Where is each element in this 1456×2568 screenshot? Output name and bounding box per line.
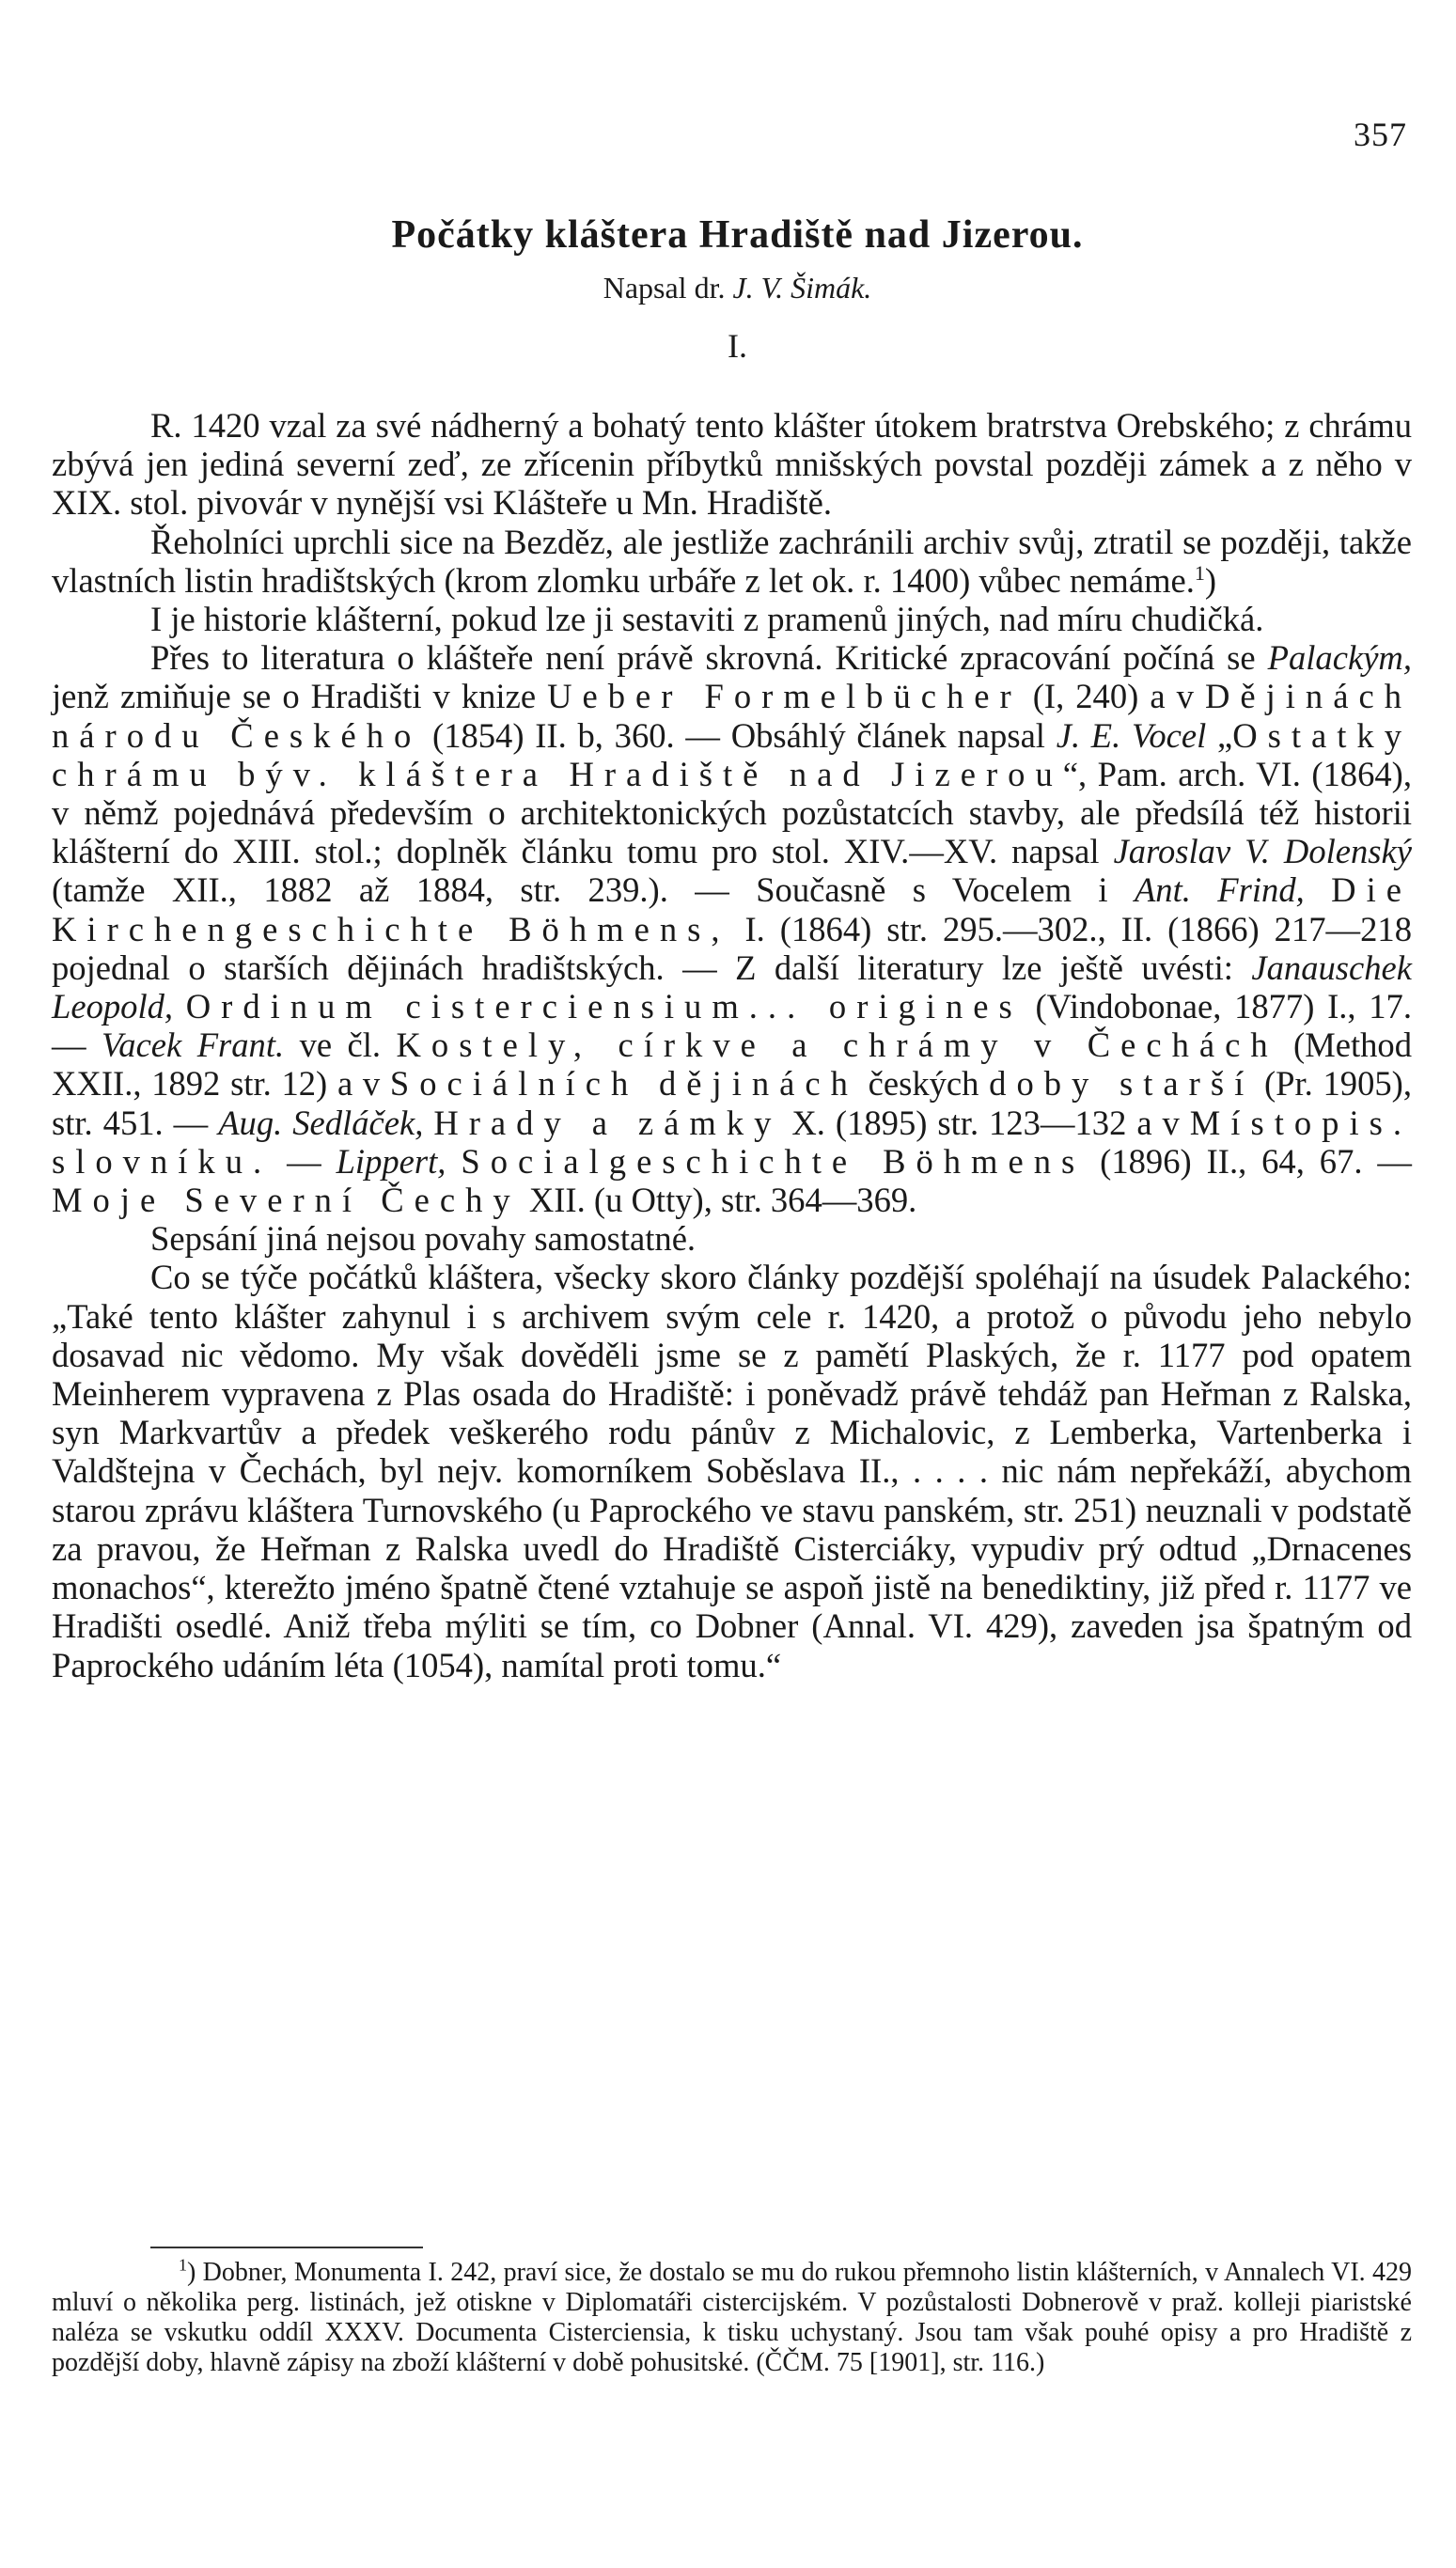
text-run: (Vindobonae, 1877) I., 17. — — [52, 987, 1412, 1065]
italic-name: Vacek Frant. — [102, 1026, 285, 1065]
page-number: 357 — [1354, 116, 1407, 153]
article-body — [52, 406, 1412, 1684]
spaced-title: Ordinum cisterciensium... origines — [185, 987, 1023, 1026]
footnote — [52, 2255, 1412, 2378]
text-run: (1854) II. b, 360. — Obsáhlý článek napsal — [421, 715, 1057, 755]
body-paragraph — [52, 638, 1412, 1219]
text-run: “, Pam. arch. VI. (1864), v němž pojednává především o architektonických pozůstatcích stavby, ale předsílá též historii klášterní do XIII. stol.; doplněk článku tomu pro stol. XIV.—XV. napsal — [52, 754, 1412, 871]
italic-name: Lippert, — [336, 1141, 446, 1181]
body-paragraph — [52, 523, 1412, 600]
italic-name: J. E. Vocel — [1056, 715, 1207, 755]
italic-name: Aug. Sedláček, — [218, 1103, 424, 1142]
spaced-title: Místopis. slovníku. — [52, 1103, 1412, 1181]
article-header — [0, 212, 1456, 366]
article-title: Počátky kláštera Hradiště nad Jizerou. — [391, 213, 1084, 257]
italic-name: Palackým, — [1267, 638, 1412, 678]
spaced-title: Ostatky chrámu býv. kláštera Hradiště nad Jizerou — [52, 715, 1413, 793]
text-run — [446, 1142, 461, 1181]
spaced-title: Moje Severní Čechy — [52, 1181, 521, 1220]
text-run: českých — [857, 1064, 990, 1104]
spaced-title: Socialgeschichte Böhmens — [461, 1141, 1086, 1181]
footnote-reference: 1 — [1194, 560, 1205, 585]
spaced-title: Dějinách národu Českého — [52, 677, 1412, 755]
text-run: X. (1895) str. 123—132 a v — [781, 1103, 1190, 1142]
body-paragraph — [52, 406, 1412, 523]
text-run: R. 1420 vzal za své nádherný a bohatý tento klášter útokem bratrstva Orebského; z chrámu zbývá jen jediná severní zeď, ze zřícenin příbytků mnišských povstal později zámek a z něho v XIX. stol. pivovár v nynější vsi Klášteře u Mn. Hradiště. — [52, 406, 1412, 523]
text-run: Přes to literatura o klášteře není právě skrovná. Kritické zpracování počíná se — [150, 638, 1268, 678]
italic-name: Jaroslav V. Dolenský — [1113, 832, 1412, 871]
spaced-title: Die Kirchengeschichte Böhmens, — [52, 870, 1412, 948]
spaced-title: Hrady a zámky — [433, 1103, 782, 1142]
body-paragraph — [52, 600, 1412, 638]
text-run: (Pr. 1905), str. 451. — — [52, 1064, 1412, 1142]
body-paragraph — [52, 1219, 1412, 1258]
text-run: ) — [1204, 560, 1217, 600]
text-run: Řeholníci uprchli sice na Bezděz, ale jestliže zachránili archiv svůj, ztratil se později, takže vlastních listin hradištských (krom zlomku urbáře z let ok. r. 1400) vůbec nemáme. — [52, 522, 1412, 600]
text-run: Sepsání jiná nejsou povahy samostatné. — [150, 1219, 697, 1259]
spaced-title: doby starší — [989, 1064, 1255, 1104]
text-run: XII. (u Otty), str. 364—369. — [520, 1181, 917, 1220]
text-run — [1305, 870, 1331, 909]
text-run: Co se týče počátků kláštera, všecky skoro články pozdější spoléhají na úsudek Palackého: „Také tento klášter zahynul i s archivem svým cele r. 1420, a protož o původu jeho nebylo dosavad nic vědomo. My však dověděli jsme se z pamětí Plaských, že r. 1177 pod opatem Meinherem vypravena z Plas osada do Hradiště: i poněvadž právě tehdáž pan Heřman z Ralska, syn Markvartův a předek veškerého rodu pánův z Michalovic, z Lemberka, Vartenberka i Valdštejna v Čechách, byl nejv. komorníkem Soběslava II., . . . . nic nám nepřekáží, abychom starou zprávu kláštera Turnovského (u Paprockého ve stavu panském, str. 251) neuznali v podstatě za pravou, že Heřman z Ralska uvedl do Hradiště Cisterciáky, vypudiv prý odtud „Drnacenes monachos“, kterežto jméno špatně čtené vztahuje se aspoň jistě na benediktiny, již před r. 1177 ve Hradišti osedlé. Aniž třeba mýliti se tím, co Dobner (Annal. VI. 429), zaveden jsa špatným od Paprockého udáním léta (1054), namítal proti tomu.“ — [52, 1258, 1412, 1684]
text-run — [423, 1104, 433, 1142]
text-run: I je historie klášterní, pokud lze ji sestaviti z pramenů jiných, nad míru chudičká. — [150, 600, 1264, 639]
text-run — [173, 987, 186, 1026]
byline-prefix: Napsal dr. — [603, 271, 726, 305]
italic-name: Janauschek Leopold, — [52, 947, 1412, 1026]
section-number: I. — [728, 327, 747, 365]
footnote-divider — [150, 2247, 423, 2248]
italic-name: Ant. Frind, — [1134, 870, 1305, 910]
spaced-title: Ueber Formelbücher — [547, 677, 1022, 716]
text-run: ve čl. — [284, 1026, 397, 1065]
text-run: „ — [1206, 715, 1233, 755]
article-byline — [19, 271, 1456, 305]
text-run: (Method XXII., 1892 str. 12) a v — [52, 1026, 1413, 1104]
body-paragraph — [52, 1258, 1412, 1683]
text-run: — — [272, 1141, 337, 1181]
footnote-marker: 1 — [179, 2255, 187, 2275]
text-run: jenž zmiňuje se o Hradišti v knize — [52, 677, 548, 716]
spaced-title: Kostely, církve a chrámy v Čechách — [396, 1026, 1278, 1065]
spaced-title: Sociálních dějinách — [389, 1064, 858, 1104]
text-run: I. (1864) str. 295.—302., II. (1866) 217—218 pojednal o starších dějinách hradištských. — Z další literatury lze ještě uvésti: — [52, 909, 1412, 987]
text-run: (tamže XII., 1882 až 1884, str. 239.). — Současně s Vocelem i — [52, 870, 1135, 910]
text-run: (I, 240) a v — [1021, 677, 1205, 716]
byline-author: J. V. Šimák. — [732, 271, 872, 305]
text-run: (1896) II., 64, 67. — — [1085, 1141, 1412, 1181]
footnote-text: ) Dobner, Monumenta I. 242, praví sice, že dostalo se mu do rukou přemnoho listin klášterních, v Annalech VI. 429 mluví o několika perg. listinách, jež otiskne v Diplomatáři cistercijském. V pozůstalosti Dobnerově v praž. kolleji piaristské naléza se vskutku oddíl XXXV. Documenta Cisterciensia, k tisku uchystaný. Jsou tam však pouhé opisy a pro Hradiště z pozdější doby, hlavně zápisy na zboží klášterní v době pohusitské. (ČČM. 75 [1901], str. 116.) — [52, 2258, 1412, 2377]
